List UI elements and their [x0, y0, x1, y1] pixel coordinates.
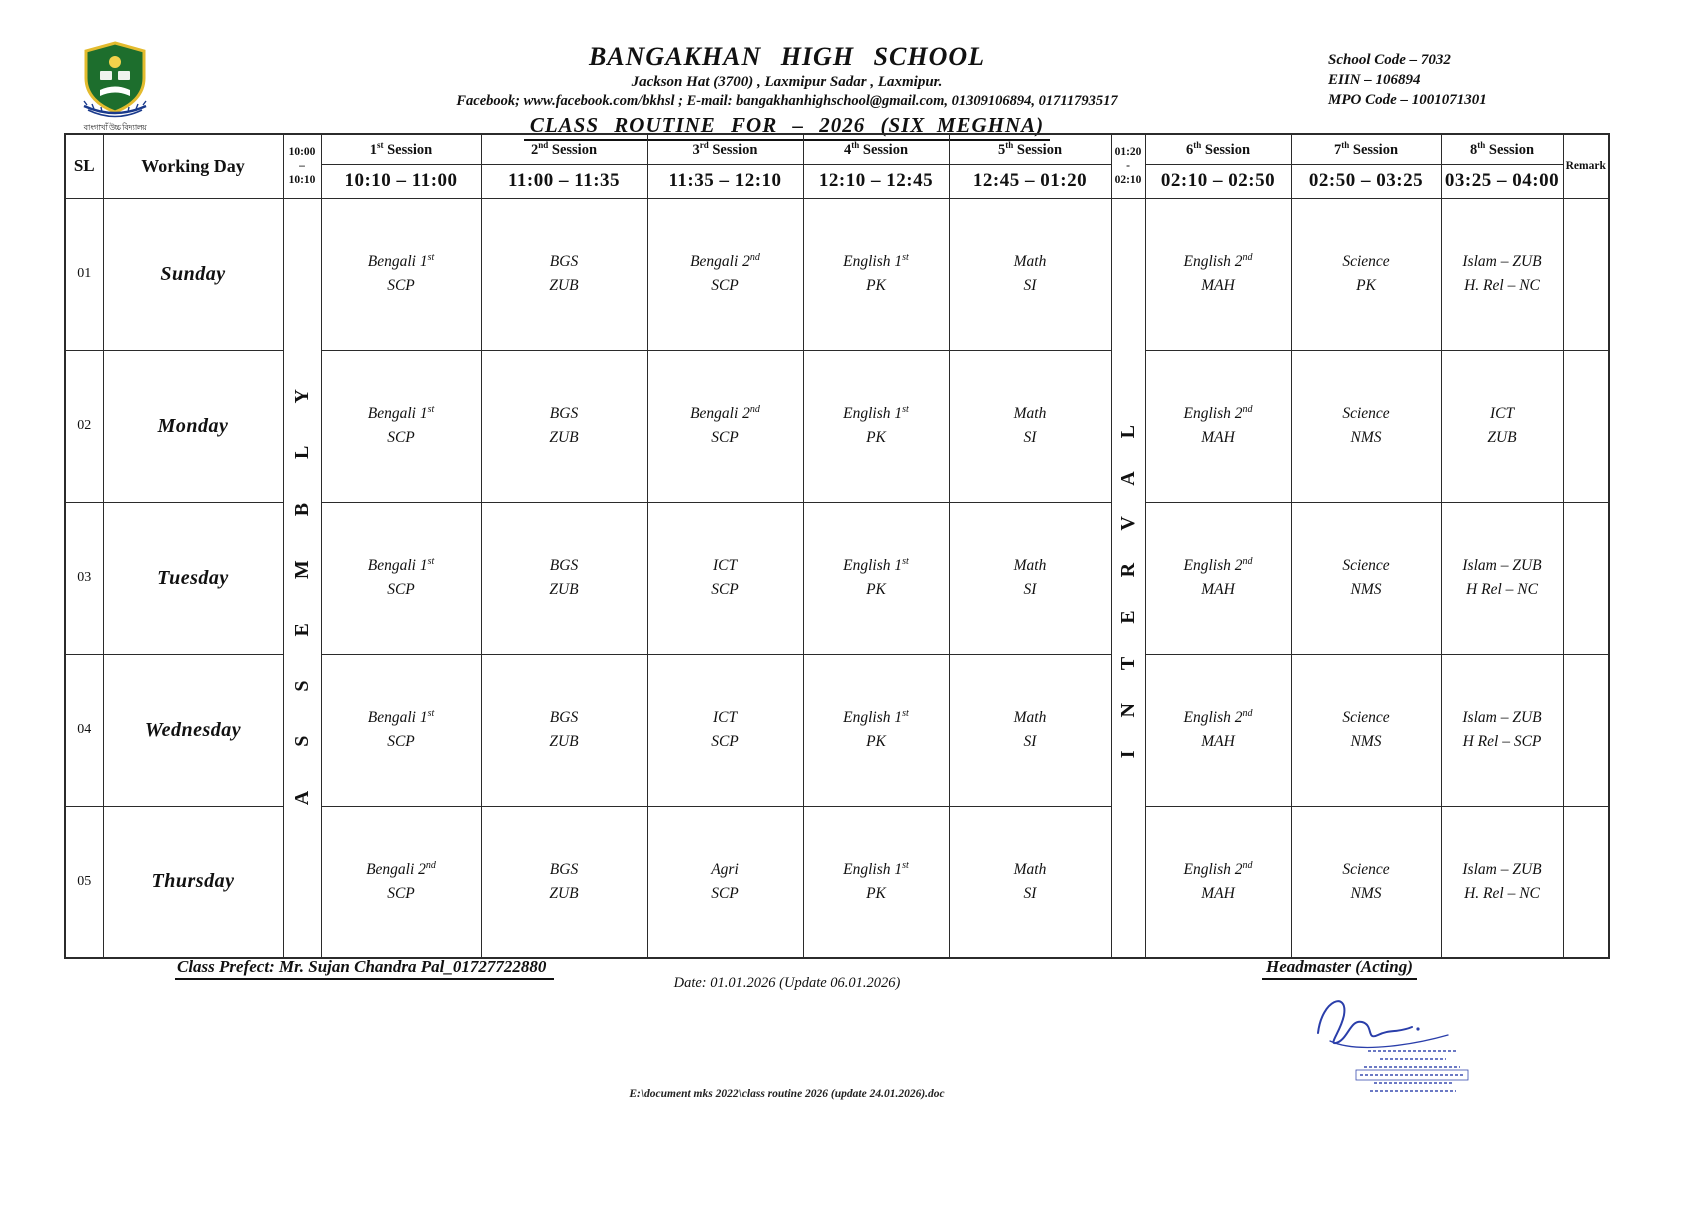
- session-cell: [1145, 350, 1291, 502]
- session-cell: [1291, 198, 1441, 350]
- session-cell: [481, 502, 647, 654]
- session-cell: [321, 502, 481, 654]
- school-crest-icon: [78, 40, 152, 118]
- session-time-header: 02:50 – 03:25: [1291, 164, 1441, 198]
- remark-cell: [1563, 654, 1609, 806]
- session-cell: [803, 806, 949, 958]
- teacher-line: PK: [866, 277, 886, 295]
- teacher-line: SI: [1023, 733, 1037, 750]
- teacher-line: SCP: [711, 277, 739, 295]
- interval-time-header: [1111, 134, 1145, 198]
- teacher-line: ZUB: [549, 429, 579, 446]
- subject-line: ICT: [1489, 404, 1515, 422]
- teacher-line: SCP: [387, 429, 415, 447]
- subject-line: BGS: [549, 860, 579, 878]
- sl-cell: 02: [65, 350, 103, 502]
- teacher-line: MAH: [1201, 277, 1235, 295]
- session-header: 2nd Session: [481, 134, 647, 164]
- school-logo-caption: বাংগাখাঁ উচ্চ বিদ্যালয়: [83, 123, 147, 132]
- teacher-line: SCP: [387, 277, 415, 295]
- teacher-line: H. Rel – NC: [1464, 277, 1540, 294]
- teacher-line: SCP: [711, 581, 739, 598]
- subject-line: BGS: [549, 556, 579, 574]
- subject-line: English 2nd: [1183, 707, 1253, 727]
- session-cell: [1291, 806, 1441, 958]
- subject-line: BGS: [549, 404, 579, 422]
- session-cell: [321, 654, 481, 806]
- teacher-line: SCP: [711, 884, 739, 902]
- session-cell: [481, 198, 647, 350]
- teacher-line: H Rel – NC: [1466, 581, 1538, 598]
- session-cell: [1145, 502, 1291, 654]
- school-codes: [1328, 50, 1487, 110]
- mpo-code: MPO Code – 1001071301: [1328, 92, 1487, 108]
- subject-line: Math: [1013, 860, 1047, 878]
- remark-header: Remark: [1563, 134, 1609, 198]
- session-cell: [803, 502, 949, 654]
- session-header: 1st Session: [321, 134, 481, 164]
- teacher-line: H Rel – SCP: [1462, 733, 1542, 750]
- teacher-line: SCP: [711, 733, 739, 750]
- teacher-line: ZUB: [549, 884, 579, 902]
- session-cell: [1145, 806, 1291, 958]
- session-cell: [647, 198, 803, 350]
- session-header: 3rd Session: [647, 134, 803, 164]
- class-prefect-line: Class Prefect: Mr. Sujan Chandra Pal_01727722880: [175, 957, 554, 980]
- session-cell: [647, 806, 803, 958]
- assembly-time-header-line: –: [299, 160, 305, 173]
- teacher-line: SI: [1023, 884, 1037, 902]
- teacher-line: MAH: [1201, 429, 1235, 447]
- session-cell: [803, 350, 949, 502]
- teacher-line: NMS: [1350, 884, 1382, 902]
- subject-line: BGS: [549, 708, 579, 726]
- assembly-time-header: [283, 134, 321, 198]
- subject-line: Math: [1013, 252, 1047, 270]
- session-cell: [1441, 654, 1563, 806]
- day-cell: Wednesday: [103, 654, 283, 806]
- teacher-line: ZUB: [1487, 429, 1517, 446]
- session-cell: [647, 502, 803, 654]
- session-time-header: 02:10 – 02:50: [1145, 164, 1291, 198]
- school-name: BANGAKHAN HIGH SCHOOL: [588, 42, 986, 71]
- teacher-line: PK: [866, 429, 886, 447]
- subject-line: ICT: [712, 708, 738, 726]
- interval-time-header-line: -: [1126, 160, 1130, 173]
- subject-line: Math: [1013, 556, 1047, 574]
- session-time-header: 11:35 – 12:10: [647, 164, 803, 198]
- subject-line: Science: [1342, 708, 1390, 726]
- session-header: 4th Session: [803, 134, 949, 164]
- subject-line: Bengali 1st: [367, 707, 435, 727]
- remark-cell: [1563, 806, 1609, 958]
- signature-icon: [1290, 985, 1520, 1095]
- sl-cell: 03: [65, 502, 103, 654]
- session-cell: [321, 806, 481, 958]
- subject-line: Science: [1342, 860, 1390, 878]
- day-cell: Sunday: [103, 198, 283, 350]
- teacher-line: NMS: [1350, 581, 1382, 598]
- subject-line: Islam – ZUB: [1462, 556, 1542, 574]
- subject-line: English 1st: [843, 555, 909, 575]
- remark-cell: [1563, 502, 1609, 654]
- teacher-line: SCP: [387, 884, 415, 902]
- session-cell: [1291, 654, 1441, 806]
- session-header: 8th Session: [1441, 134, 1563, 164]
- session-header: 7th Session: [1291, 134, 1441, 164]
- day-cell: Tuesday: [103, 502, 283, 654]
- session-cell: [481, 654, 647, 806]
- teacher-line: PK: [866, 884, 886, 902]
- day-cell: Thursday: [103, 806, 283, 958]
- teacher-line: PK: [1356, 277, 1376, 294]
- day-cell: Monday: [103, 350, 283, 502]
- subject-line: English 2nd: [1183, 403, 1253, 423]
- assembly-cell: [283, 198, 321, 958]
- teacher-line: SCP: [711, 429, 739, 447]
- session-cell: [949, 806, 1111, 958]
- session-cell: [1145, 198, 1291, 350]
- headmaster-signature: [1290, 985, 1520, 1100]
- routine-table-head: [65, 134, 1609, 198]
- teacher-line: SCP: [387, 581, 415, 599]
- subject-line: Islam – ZUB: [1462, 708, 1542, 726]
- sl-header: SL: [65, 134, 103, 198]
- day-row: [65, 198, 1609, 350]
- session-cell: [1441, 350, 1563, 502]
- teacher-line: ZUB: [549, 277, 579, 294]
- subject-line: English 1st: [843, 707, 909, 727]
- teacher-line: PK: [866, 733, 886, 751]
- subject-line: Bengali 1st: [367, 555, 435, 575]
- signature-stamp-text: [1360, 1051, 1464, 1091]
- subject-line: English 2nd: [1183, 251, 1253, 271]
- subject-line: English 1st: [843, 403, 909, 423]
- session-cell: [1441, 806, 1563, 958]
- interval-time-header-line: 01:20: [1114, 145, 1142, 158]
- subject-line: ICT: [712, 556, 738, 574]
- session-time-header: 12:10 – 12:45: [803, 164, 949, 198]
- subject-line: English 2nd: [1183, 555, 1253, 575]
- teacher-line: SI: [1023, 429, 1037, 446]
- teacher-line: SI: [1023, 277, 1037, 294]
- session-cell: [1291, 350, 1441, 502]
- session-cell: [321, 350, 481, 502]
- subject-line: Islam – ZUB: [1462, 860, 1542, 878]
- file-path: E:\document mks 2022\class routine 2026 (update 24.01.2026).doc: [629, 1088, 945, 1100]
- subject-line: English 1st: [843, 251, 909, 271]
- session-header: 5th Session: [949, 134, 1111, 164]
- teacher-line: PK: [866, 581, 886, 599]
- eiin-code: EIIN – 106894: [1328, 72, 1421, 88]
- teacher-line: ZUB: [549, 733, 579, 750]
- subject-line: Bengali 2nd: [690, 403, 760, 423]
- session-time-header: 11:00 – 11:35: [481, 164, 647, 198]
- subject-line: Bengali 1st: [367, 403, 435, 423]
- assembly-time-header-line: 10:00: [288, 145, 316, 158]
- subject-line: Islam – ZUB: [1462, 252, 1542, 270]
- date-line: Date: 01.01.2026 (Update 06.01.2026): [673, 975, 901, 991]
- sl-cell: 05: [65, 806, 103, 958]
- sl-cell: 01: [65, 198, 103, 350]
- session-cell: [949, 350, 1111, 502]
- session-time-header: 12:45 – 01:20: [949, 164, 1111, 198]
- session-cell: [321, 198, 481, 350]
- working-day-header: Working Day: [103, 134, 283, 198]
- school-contact: Facebook; www.facebook.com/bkhsl ; E-mail: bangakhanhighschool@gmail.com, 01309106894, 01711793517: [456, 93, 1118, 109]
- teacher-line: NMS: [1350, 429, 1382, 446]
- session-cell: [1145, 654, 1291, 806]
- subject-line: Science: [1342, 556, 1390, 574]
- assembly-vertical-label: ASSEMBLY: [290, 345, 313, 806]
- subject-line: Math: [1013, 708, 1047, 726]
- teacher-line: NMS: [1350, 733, 1382, 750]
- subject-line: Science: [1342, 252, 1390, 270]
- subject-line: Math: [1013, 404, 1047, 422]
- session-cell: [949, 502, 1111, 654]
- session-cell: [647, 654, 803, 806]
- sl-cell: 04: [65, 654, 103, 806]
- remark-cell: [1563, 350, 1609, 502]
- session-cell: [949, 198, 1111, 350]
- session-cell: [949, 654, 1111, 806]
- interval-time-header-line: 02:10: [1114, 174, 1142, 187]
- session-cell: [1291, 502, 1441, 654]
- subject-line: English 2nd: [1183, 859, 1253, 878]
- session-header: 6th Session: [1145, 134, 1291, 164]
- session-cell: [647, 350, 803, 502]
- subject-line: Bengali 2nd: [690, 251, 760, 271]
- session-cell: [1441, 198, 1563, 350]
- session-time-header: 10:10 – 11:00: [321, 164, 481, 198]
- subject-line: Agri: [711, 860, 739, 878]
- teacher-line: ZUB: [549, 581, 579, 598]
- teacher-line: SCP: [387, 733, 415, 751]
- teacher-line: SI: [1023, 581, 1037, 598]
- teacher-line: MAH: [1201, 884, 1235, 902]
- session-time-header: 03:25 – 04:00: [1441, 164, 1563, 198]
- session-cell: [1441, 502, 1563, 654]
- teacher-line: MAH: [1201, 581, 1235, 599]
- teacher-line: H. Rel – NC: [1464, 884, 1540, 902]
- subject-line: BGS: [549, 252, 579, 270]
- subject-line: Bengali 1st: [367, 251, 435, 271]
- school-logo: [72, 40, 158, 132]
- school-address: Jackson Hat (3700) , Laxmipur Sadar , Laxmipur.: [631, 74, 943, 90]
- page-title: CLASS ROUTINE FOR – 2026 (SIX_MEGHNA): [524, 113, 1050, 141]
- subject-line: Bengali 2nd: [366, 859, 436, 878]
- teacher-line: MAH: [1201, 733, 1235, 751]
- remark-cell: [1563, 198, 1609, 350]
- interval-vertical-label: INTERVAL: [1116, 392, 1139, 759]
- interval-cell: [1111, 198, 1145, 958]
- subject-line: Science: [1342, 404, 1390, 422]
- headmaster-label: Headmaster (Acting): [1262, 957, 1417, 980]
- assembly-time-header-line: 10:10: [288, 174, 316, 187]
- school-code: School Code – 7032: [1328, 52, 1451, 68]
- routine-table-body: [65, 198, 1609, 958]
- session-cell: [803, 198, 949, 350]
- session-cell: [481, 806, 647, 958]
- class-routine-table: [64, 133, 1610, 959]
- session-cell: [481, 350, 647, 502]
- subject-line: English 1st: [843, 859, 909, 878]
- session-cell: [803, 654, 949, 806]
